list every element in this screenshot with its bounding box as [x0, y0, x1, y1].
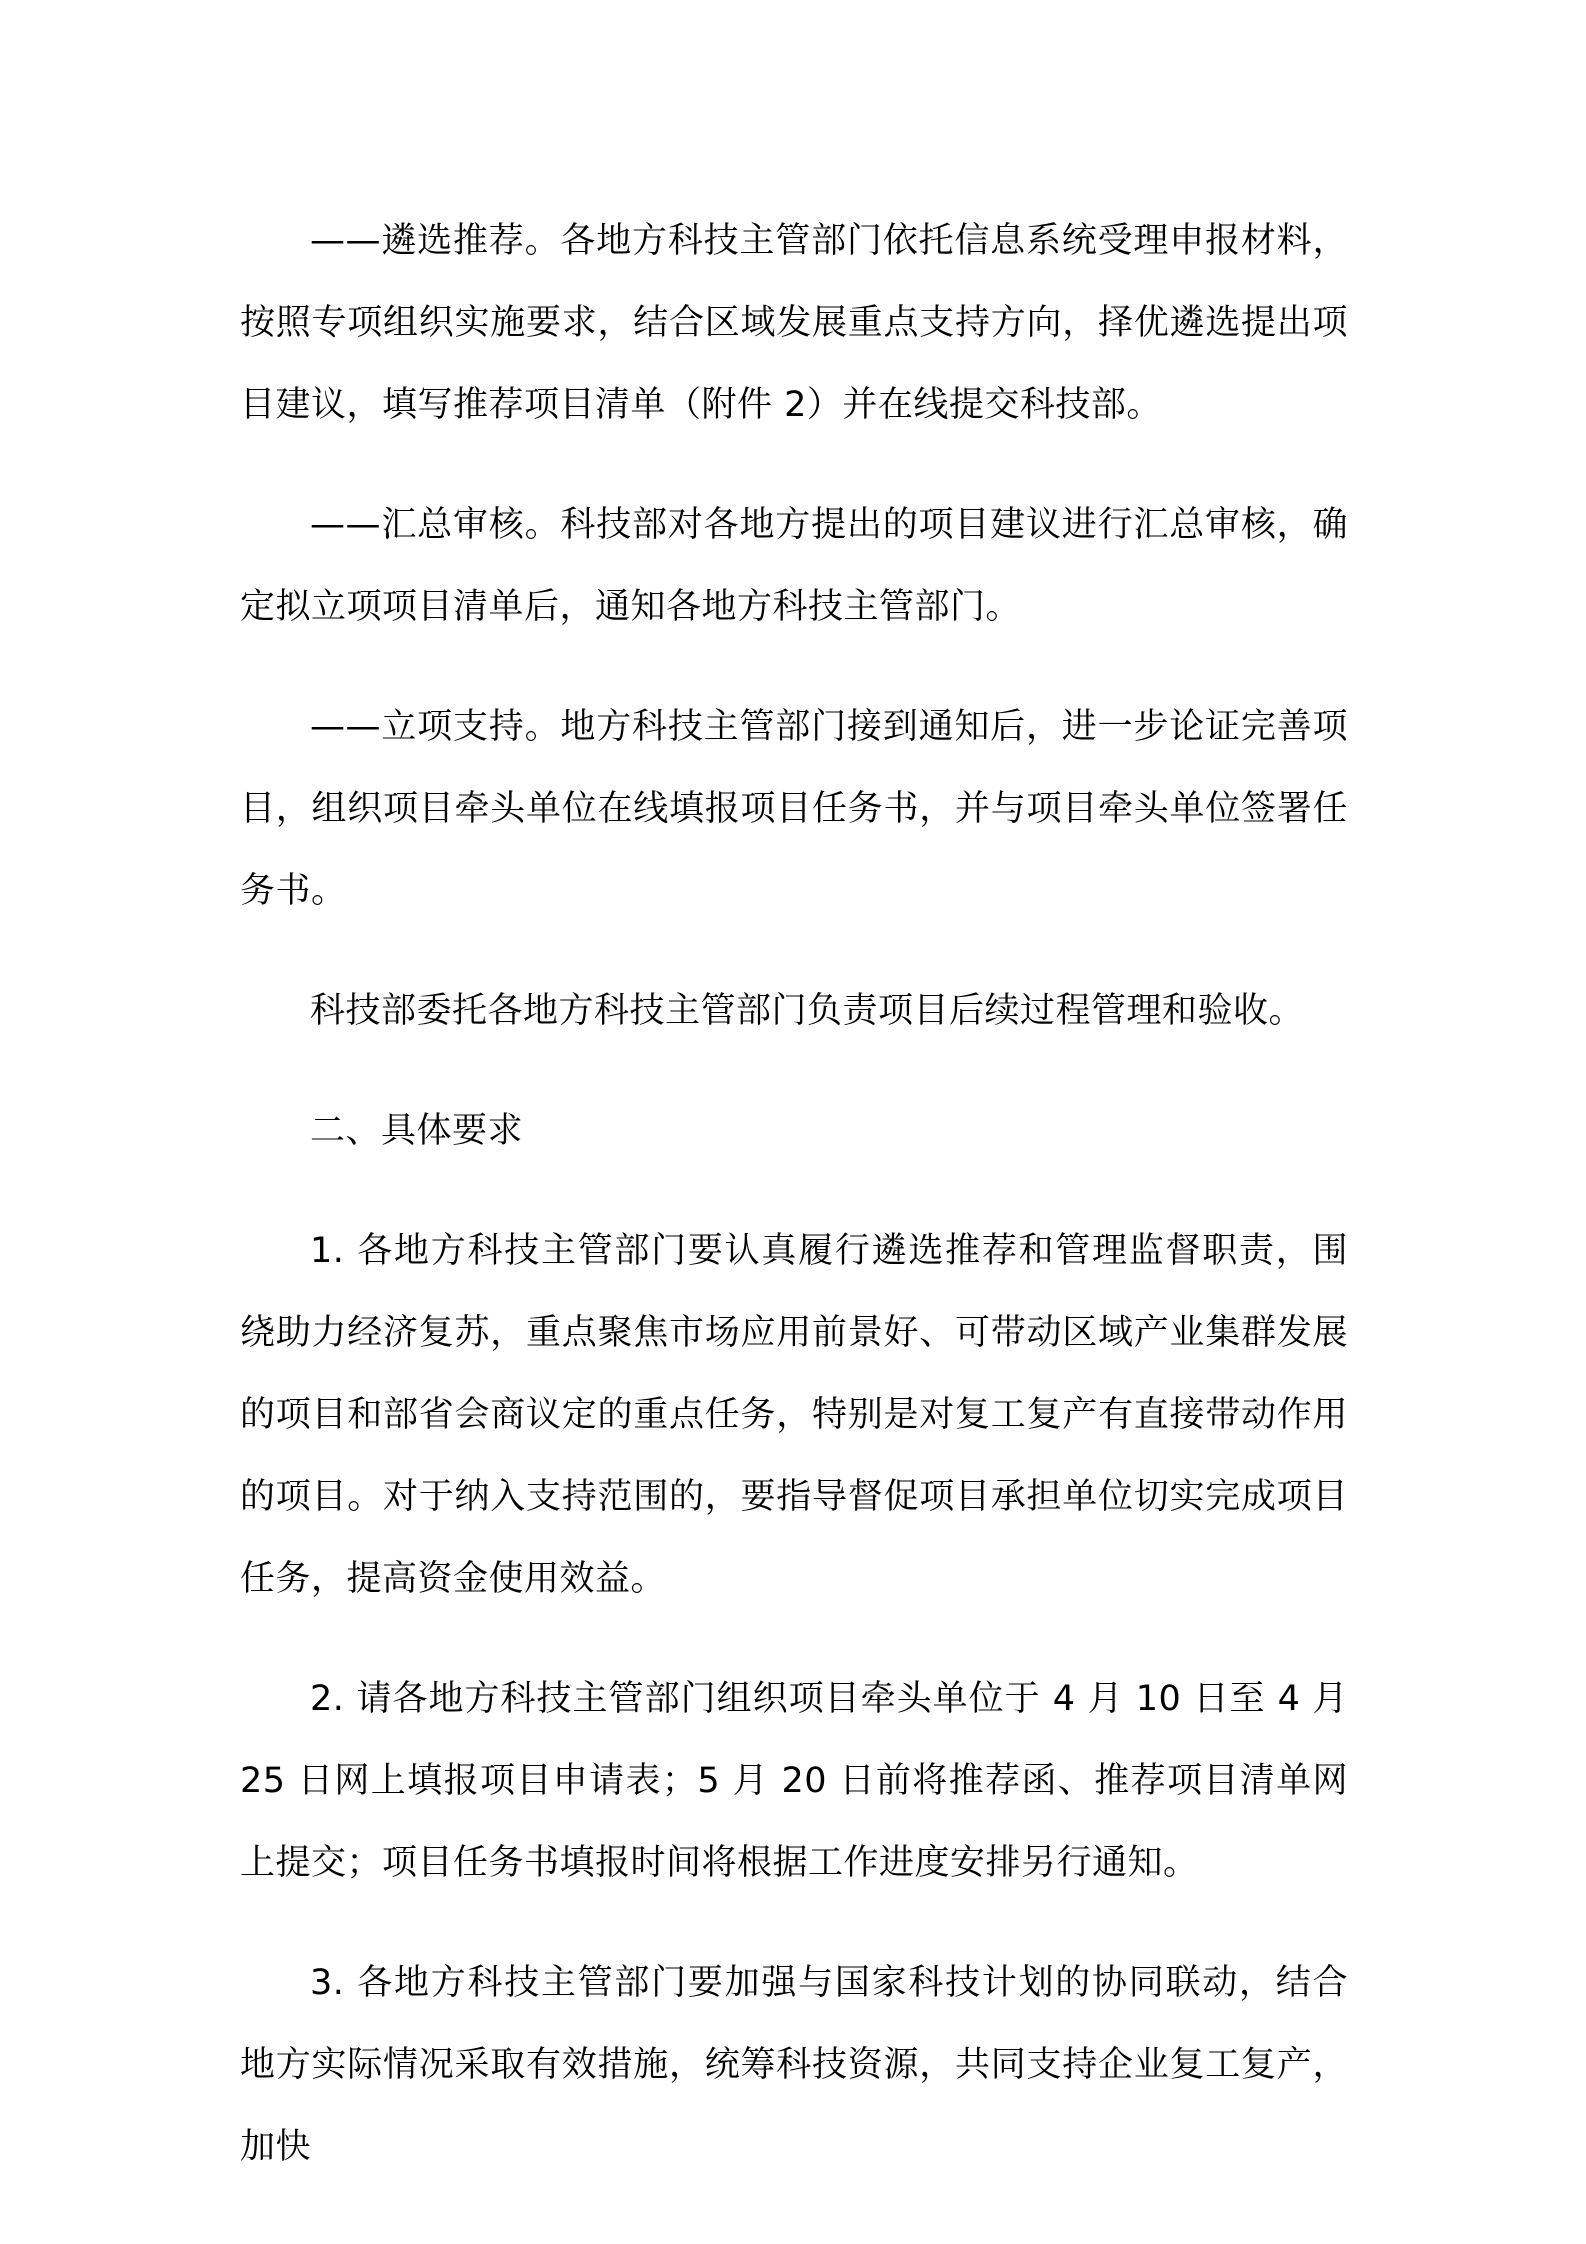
requirement-item-1: 1. 各地方科技主管部门要认真履行遴选推荐和管理监督职责，围绕助力经济复苏，重点聚焦市场应用前景好、可带动区域产业集群发展的项目和部省会商议定的重点任务，特别是对复工复产有直接带动作用的项目。对于纳入支持范围的，要指导督促项目承担单位切实完成项目任务，提高资金使用效益。 — [240, 1231, 1348, 1599]
paragraph-gap — [240, 446, 1348, 484]
paragraph-gap — [240, 1052, 1348, 1090]
paragraph-gap — [240, 648, 1348, 686]
document-body — [240, 200, 1348, 2188]
paragraph-gap — [240, 1620, 1348, 1658]
paragraph-entrusted-management: 科技部委托各地方科技主管部门负责项目后续过程管理和验收。 — [310, 991, 1305, 1031]
paragraph-summary-review: ——汇总审核。科技部对各地方提出的项目建议进行汇总审核，确定拟立项项目清单后，通知各地方科技主管部门。 — [240, 505, 1348, 627]
paragraph-gap — [240, 1172, 1348, 1210]
paragraph-selection-recommendation: ——遴选推荐。各地方科技主管部门依托信息系统受理申报材料，按照专项组织实施要求，结合区域发展重点支持方向，择优遴选提出项目建议，填写推荐项目清单（附件 2）并在线提交科技部。 — [240, 221, 1348, 425]
requirement-item-2: 2. 请各地方科技主管部门组织项目牵头单位于 4 月 10 日至 4 月 25 日网上填报项目申请表；5 月 20 日前将推荐函、推荐项目清单网上提交；项目任务书填报时间将根据工作进度安排另行通知。 — [240, 1679, 1348, 1883]
paragraph-gap — [240, 932, 1348, 970]
paragraph-gap — [240, 1904, 1348, 1942]
paragraph-project-support: ——立项支持。地方科技主管部门接到通知后，进一步论证完善项目，组织项目牵头单位在线填报项目任务书，并与项目牵头单位签署任务书。 — [240, 707, 1348, 911]
section-heading-specific-requirements: 二、具体要求 — [310, 1111, 524, 1151]
requirement-item-3: 3. 各地方科技主管部门要加强与国家科技计划的协同联动，结合地方实际情况采取有效措施，统筹科技资源，共同支持企业复工复产，加快 — [240, 1963, 1348, 2167]
